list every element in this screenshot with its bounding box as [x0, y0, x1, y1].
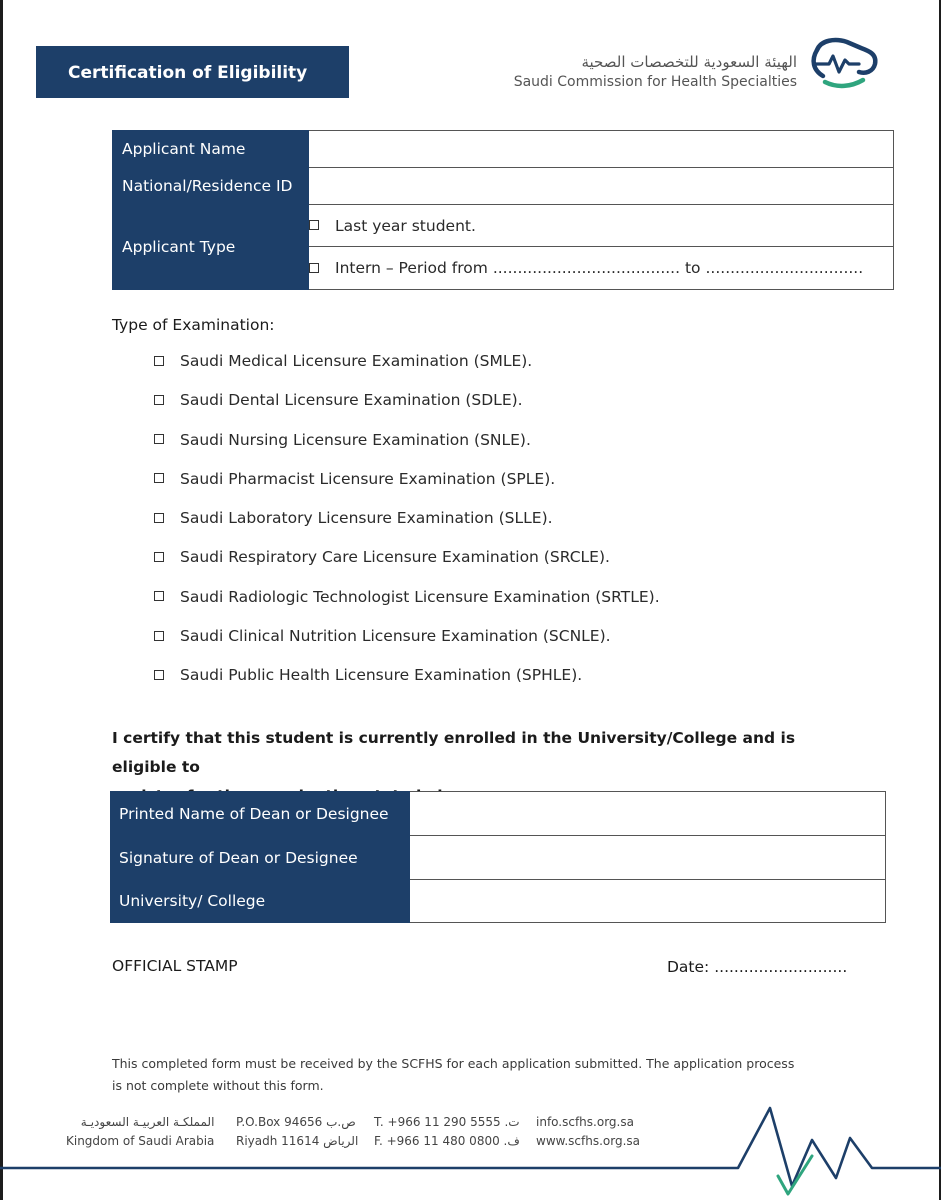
- exam-option-srtle[interactable]: [154, 588, 660, 627]
- exam-option-label: Saudi Public Health Licensure Examination (SPHLE).: [180, 666, 583, 685]
- country-english: Kingdom of Saudi Arabia: [66, 1134, 215, 1148]
- exam-option-scnle[interactable]: [154, 627, 660, 666]
- applicant-type-label: Applicant Type: [113, 205, 309, 290]
- checkbox-intern[interactable]: [309, 263, 319, 273]
- org-name-english: Saudi Commission for Health Specialties: [513, 74, 797, 90]
- notice-line-2: is not complete without this form.: [112, 1078, 324, 1093]
- exam-option-label: Saudi Nursing Licensure Examination (SNLE).: [180, 430, 531, 449]
- dean-signature-label: Signature of Dean or Designee: [111, 836, 410, 880]
- exam-option-label: Saudi Dental Licensure Examination (SDLE).: [180, 391, 523, 410]
- fax: F. +966 11 480 0800 .ف: [374, 1134, 520, 1148]
- exam-option-label: Saudi Respiratory Care Licensure Examination (SRCLE).: [180, 548, 610, 567]
- option-label: Last year student.: [335, 216, 476, 235]
- exam-option-label: Saudi Radiologic Technologist Licensure Examination (SRTLE).: [180, 587, 660, 606]
- exam-type-heading: Type of Examination:: [112, 316, 275, 334]
- checkbox[interactable]: [154, 631, 164, 641]
- website-link[interactable]: www.scfhs.org.sa: [536, 1134, 641, 1148]
- applicant-table: [112, 130, 894, 290]
- scfhs-logo-icon: [803, 32, 883, 94]
- certification-line-1: I certify that this student is currently enrolled in the University/College and is eligible to: [112, 729, 796, 776]
- option-label: Intern – Period from: [335, 259, 488, 277]
- applicant-name-field[interactable]: [309, 131, 894, 168]
- period-from-field[interactable]: ......................................: [492, 259, 681, 277]
- exam-option-label: Saudi Clinical Nutrition Licensure Examination (SCNLE).: [180, 627, 611, 646]
- applicant-name-label: Applicant Name: [113, 131, 309, 168]
- exam-options-list: [154, 352, 660, 706]
- checkbox[interactable]: [154, 591, 164, 601]
- date-label: Date:: [667, 958, 710, 976]
- notice-line-1: This completed form must be received by the SCFHS for each application submitted. The application process: [112, 1056, 795, 1071]
- national-id-field[interactable]: [309, 168, 894, 205]
- exam-option-label: Saudi Pharmacist Licensure Examination (SPLE).: [180, 469, 556, 488]
- checkbox[interactable]: [154, 670, 164, 680]
- dean-name-label: Printed Name of Dean or Designee: [111, 792, 410, 836]
- checkbox-last-year-student[interactable]: [309, 220, 319, 230]
- footer-wave-graphic: [0, 1098, 941, 1200]
- checkbox[interactable]: [154, 395, 164, 405]
- exam-option-smle[interactable]: [154, 352, 660, 391]
- city: Riyadh 11614 الرياض: [236, 1134, 359, 1148]
- exam-option-sphle[interactable]: [154, 666, 660, 705]
- phone: T. +966 11 290 5555 .ت: [374, 1115, 520, 1129]
- exam-option-sple[interactable]: [154, 470, 660, 509]
- org-name: [514, 52, 797, 92]
- applicant-type-option-intern[interactable]: [309, 247, 894, 290]
- exam-option-label: Saudi Medical Licensure Examination (SMLE).: [180, 352, 533, 370]
- exam-option-label: Saudi Laboratory Licensure Examination (SLLE).: [180, 509, 553, 528]
- exam-option-srcle[interactable]: [154, 548, 660, 587]
- period-to-field[interactable]: ................................: [705, 259, 864, 277]
- national-id-label: National/Residence ID: [113, 168, 309, 205]
- exam-option-sdle[interactable]: [154, 391, 660, 430]
- dean-signature-field[interactable]: [410, 836, 886, 880]
- university-field[interactable]: [410, 880, 886, 923]
- page-border-left: [0, 0, 3, 1200]
- po-box: P.O.Box 94656 ص.ب: [236, 1115, 356, 1129]
- checkbox[interactable]: [154, 356, 164, 366]
- checkbox[interactable]: [154, 434, 164, 444]
- official-stamp-label: OFFICIAL STAMP: [112, 957, 238, 975]
- exam-option-snle[interactable]: [154, 431, 660, 470]
- form-title: Certification of Eligibility: [36, 46, 349, 98]
- checkbox[interactable]: [154, 473, 164, 483]
- submission-notice: [112, 1053, 832, 1097]
- exam-option-slle[interactable]: [154, 509, 660, 548]
- org-name-arabic: الهيئة السعودية للتخصصات الصحية: [581, 53, 797, 71]
- checkbox[interactable]: [154, 552, 164, 562]
- dean-name-field[interactable]: [410, 792, 886, 836]
- country-arabic: المملكـة العربيـة السعوديـة: [80, 1115, 215, 1129]
- date-line: [667, 958, 847, 976]
- university-label: University/ College: [111, 880, 410, 923]
- applicant-type-option-student[interactable]: [309, 205, 894, 247]
- email-link[interactable]: info.scfhs.org.sa: [536, 1115, 634, 1129]
- dean-table: [110, 791, 886, 923]
- period-to-label: to: [684, 259, 701, 277]
- checkbox[interactable]: [154, 513, 164, 523]
- date-field[interactable]: ...........................: [714, 958, 848, 976]
